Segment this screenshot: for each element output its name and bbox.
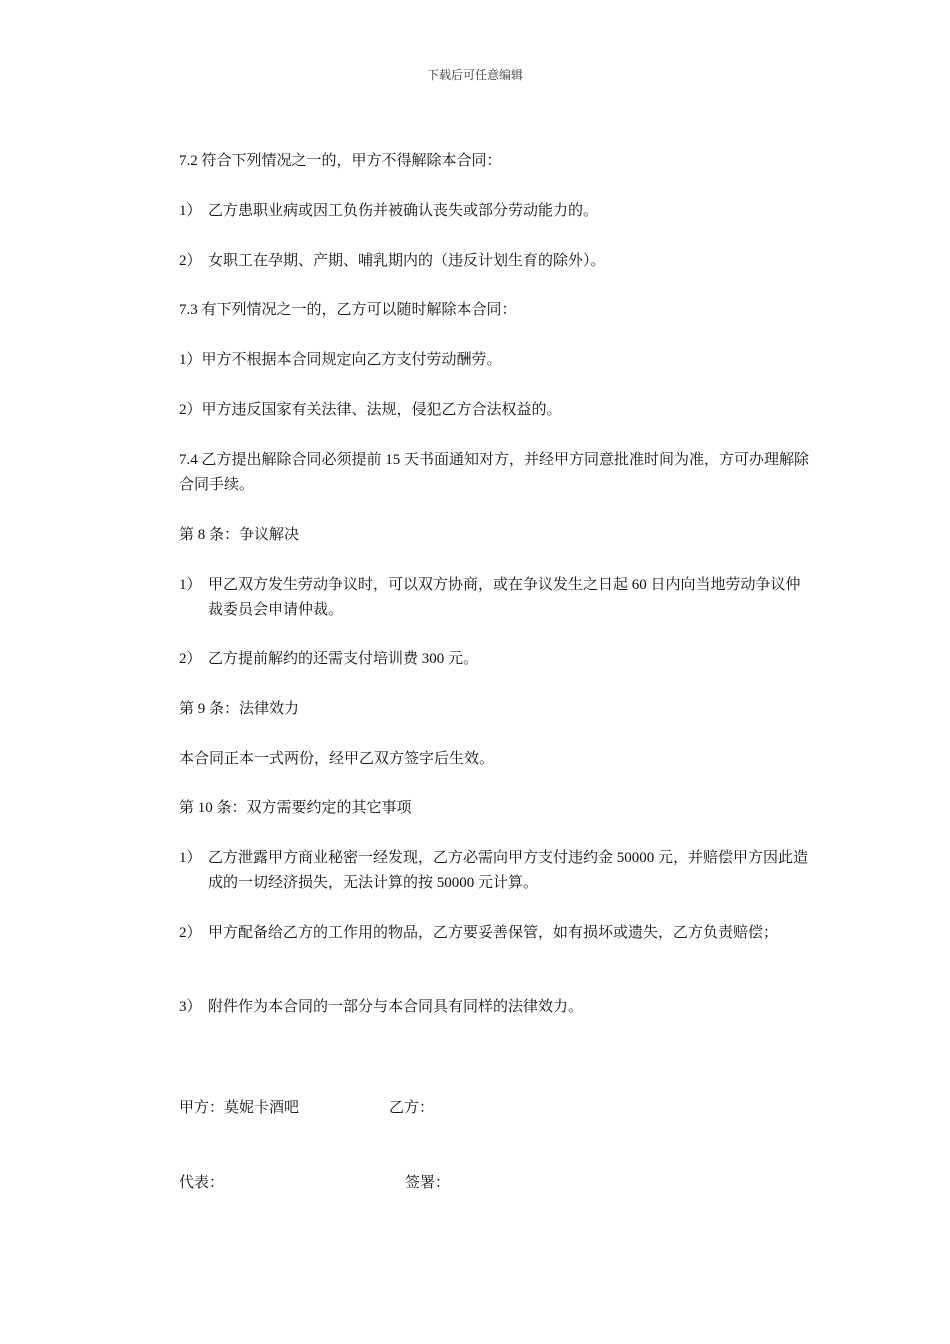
party-b-label: 乙方：	[389, 1100, 435, 1116]
clause-7-2-item-2	[179, 249, 809, 274]
article-9-text: 本合同正本一式两份，经甲乙双方签字后生效。	[179, 751, 495, 767]
list-item-text: 女职工在孕期、产期、哺乳期内的（违反计划生育的除外）。	[208, 253, 606, 269]
list-item-text: 乙方泄露甲方商业秘密一经发现，乙方必需向甲方支付违约金 50000 元，并赔偿甲方因此造成的一切经济损失，无法计算的按 50000 元计算。	[208, 850, 809, 891]
clause-7-3-title: 7.3 有下列情况之一的，乙方可以随时解除本合同：	[179, 302, 517, 318]
article-9-title: 第 9 条：法律效力	[179, 701, 300, 717]
list-number: 3）	[179, 999, 202, 1015]
representative-label: 代表：	[179, 1175, 225, 1191]
clause-7-2-item-1	[179, 199, 809, 224]
list-item-text: 甲方配备给乙方的工作用的物品，乙方要妥善保管，如有损坏或遗失，乙方负责赔偿；	[208, 925, 779, 941]
list-number: 2）	[179, 651, 202, 667]
list-number: 2）	[179, 253, 202, 269]
list-number: 1）	[179, 203, 202, 219]
article-8-title: 第 8 条：争议解决	[179, 527, 300, 543]
list-number: 1）	[179, 577, 202, 593]
clause-7-4: 7.4 乙方提出解除合同必须提前 15 天书面通知对方，并经甲方同意批准时间为准，方可办理解除合同手续。	[179, 452, 810, 493]
clause-7-3-item-1: 1）甲方不根据本合同规定向乙方支付劳动酬劳。	[179, 352, 502, 368]
article-8-item-2	[179, 647, 809, 672]
clause-7-2-title: 7.2 符合下列情况之一的，甲方不得解除本合同：	[179, 153, 502, 169]
article-8-item-1	[179, 573, 809, 623]
list-item-text: 附件作为本合同的一部分与本合同具有同样的法律效力。	[208, 999, 584, 1015]
list-item-text: 乙方患职业病或因工负伤并被确认丧失或部分劳动能力的。	[208, 203, 599, 219]
article-10-item-3	[179, 995, 809, 1020]
clause-7-3-item-2: 2）甲方违反国家有关法律、法规，侵犯乙方合法权益的。	[179, 402, 562, 418]
list-number: 2）	[179, 925, 202, 941]
list-item-text: 乙方提前解约的还需支付培训费 300 元。	[208, 651, 479, 667]
article-10-item-2	[179, 921, 809, 946]
list-number: 1）	[179, 850, 202, 866]
list-item-text: 甲乙双方发生劳动争议时，可以双方协商，或在争议发生之日起 60 日内向当地劳动争议仲裁委员会申请仲裁。	[208, 577, 801, 618]
header-note: 下载后可任意编辑	[426, 68, 523, 82]
signed-label: 签署：	[405, 1175, 451, 1191]
article-10-title: 第 10 条：双方需要约定的其它事项	[179, 800, 412, 816]
party-a-label: 甲方：莫妮卡酒吧	[179, 1100, 300, 1116]
article-10-item-1	[179, 846, 809, 896]
